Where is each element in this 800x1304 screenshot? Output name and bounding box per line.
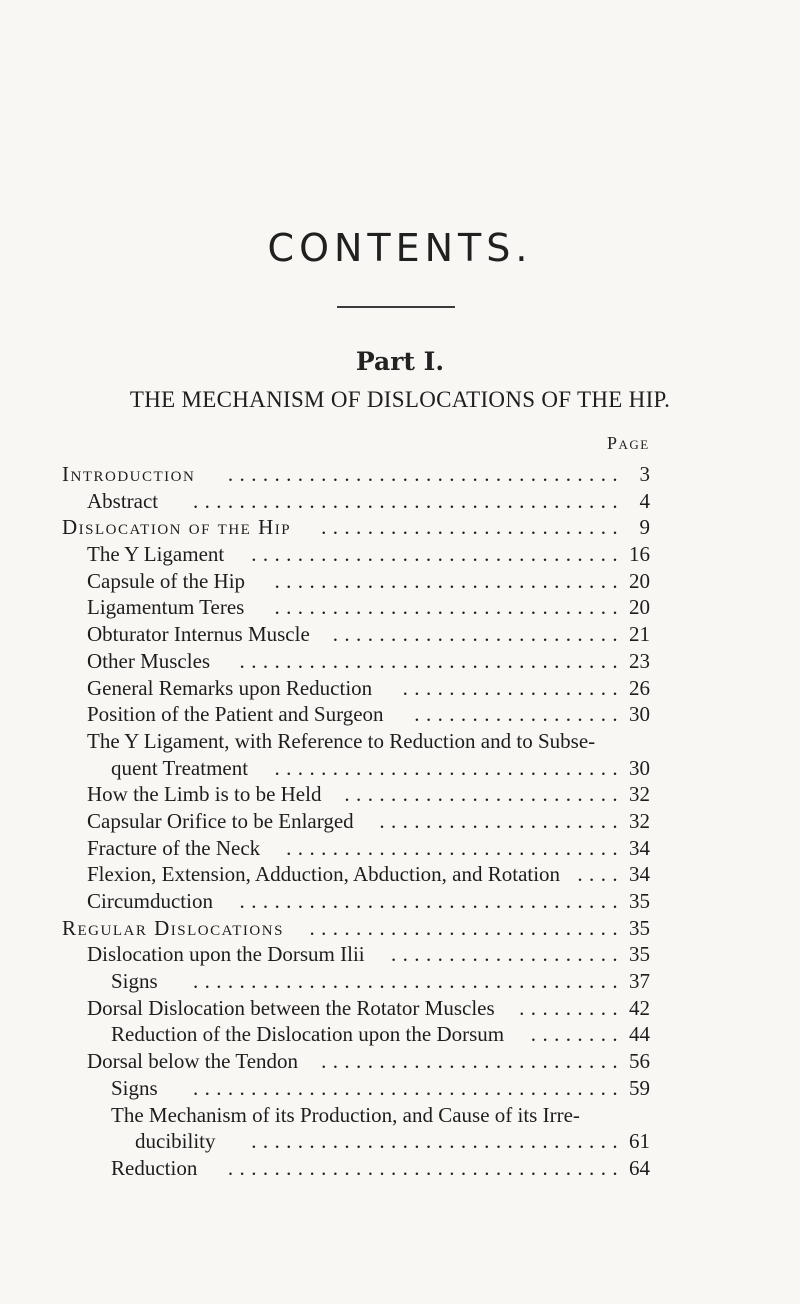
toc-entry-page: 20 xyxy=(629,568,650,593)
toc-entry xyxy=(62,995,650,1022)
toc-entry-page: 59 xyxy=(629,1075,650,1100)
toc-entry-title: Obturator Internus Muscle xyxy=(87,622,310,647)
toc-entry xyxy=(62,781,650,808)
leader-dots: ..................... xyxy=(379,808,624,833)
toc-entry-title: Other Muscles xyxy=(87,648,211,673)
toc-entry-title: Dislocation of the Hip xyxy=(62,515,292,540)
toc-entry-page: 32 xyxy=(629,782,650,807)
toc-entry xyxy=(62,888,650,915)
toc-entry-page: 20 xyxy=(629,595,650,620)
leader-dots: .................... xyxy=(391,942,624,967)
toc-entry-title: General Remarks upon Reduction xyxy=(87,675,373,700)
leader-dots: ........................... xyxy=(309,915,624,940)
toc-entry-title: Ligamentum Teres xyxy=(87,595,245,620)
toc-entry xyxy=(62,1075,650,1102)
toc-entry-title: quent Treatment xyxy=(111,755,249,780)
page-column-label: Page xyxy=(607,433,650,453)
leader-dots: .............................. xyxy=(274,568,624,593)
toc-entry-page: 42 xyxy=(629,995,650,1020)
toc-entry-title: Reduction of the Dislocation upon the Dorsum xyxy=(111,1022,505,1047)
leader-dots: .......................... xyxy=(321,1049,624,1074)
toc-entry-title: The Y Ligament xyxy=(87,542,225,567)
toc-entry-page: 64 xyxy=(629,1155,650,1180)
toc-entry-title: Dorsal Dislocation between the Rotator Muscles xyxy=(87,995,495,1020)
toc-entry-title: Signs xyxy=(111,969,158,994)
leader-dots: ......... xyxy=(519,995,624,1020)
toc-entry-page: 35 xyxy=(629,889,650,913)
toc-entry-page: 30 xyxy=(629,702,650,727)
toc-entry-page: 23 xyxy=(629,648,650,673)
toc-entry xyxy=(62,701,650,728)
part-heading: Part I. xyxy=(355,347,445,376)
toc-entry xyxy=(62,728,650,755)
toc-entry-title: Dislocation upon the Dorsum Ilii xyxy=(87,942,365,967)
toc-entry-page: 56 xyxy=(629,1049,650,1074)
toc-entry-page: 61 xyxy=(629,1129,650,1154)
toc-entry xyxy=(62,621,650,648)
toc-entry-title: How the Limb is to be Held xyxy=(87,782,322,807)
toc-entry-title: Position of the Patient and Surgeon xyxy=(87,702,384,727)
toc-entry-title: Capsular Orifice to be Enlarged xyxy=(87,808,354,833)
toc-entry xyxy=(62,541,650,568)
toc-entry-title: Capsule of the Hip xyxy=(87,568,246,593)
leader-dots: ......................... xyxy=(332,622,624,647)
toc-entry xyxy=(62,861,650,888)
leader-dots: ..................................... xyxy=(192,1075,624,1100)
leader-dots: .... xyxy=(577,862,624,887)
toc-entry-title: ducibility xyxy=(135,1129,216,1154)
toc-entry-page: 9 xyxy=(639,515,650,540)
leader-dots: .............................. xyxy=(274,595,624,620)
toc-entry-page: 16 xyxy=(629,542,650,567)
page-title: CONTENTS. xyxy=(267,226,533,270)
leader-dots: .......................... xyxy=(321,515,624,540)
leader-dots: .................................. xyxy=(227,462,624,486)
toc-entry-title: Fracture of the Neck xyxy=(87,835,261,860)
toc-entry-title: Flexion, Extension, Adduction, Abduction, and Rotation xyxy=(87,862,561,887)
toc-entry xyxy=(62,835,650,862)
toc-entry xyxy=(62,594,650,621)
leader-dots: .............................. xyxy=(274,755,624,780)
toc-entry xyxy=(62,648,650,675)
toc-entry xyxy=(62,514,650,541)
title-divider xyxy=(337,306,455,308)
toc-entry-page: 30 xyxy=(629,755,650,780)
leader-dots: ................................ xyxy=(251,1129,624,1154)
toc-entry xyxy=(62,808,650,835)
toc-entry-title: Introduction xyxy=(62,462,196,486)
toc-entry xyxy=(62,461,650,488)
toc-entry xyxy=(62,1021,650,1048)
leader-dots: ..................................... xyxy=(192,969,624,994)
leader-dots: ........................ xyxy=(344,782,624,807)
leader-dots: .................. xyxy=(414,702,624,727)
toc-entry-page: 35 xyxy=(629,942,650,967)
toc-entry xyxy=(62,675,650,702)
leader-dots: .................................. xyxy=(227,1155,624,1180)
section-title: THE MECHANISM OF DISLOCATIONS OF THE HIP. xyxy=(129,387,671,412)
toc-entry-title: The Y Ligament, with Reference to Reduction and to Subse- xyxy=(87,728,596,753)
toc-entry-title: Reduction xyxy=(111,1155,198,1180)
leader-dots: ................................. xyxy=(239,889,624,913)
leader-dots: ................................. xyxy=(239,648,624,673)
leader-dots: ................................ xyxy=(251,542,624,567)
toc-entry xyxy=(62,1128,650,1155)
toc-entry xyxy=(62,941,650,968)
toc-entry-page: 35 xyxy=(629,915,650,940)
toc-entry xyxy=(62,968,650,995)
toc-entry-page: 26 xyxy=(629,675,650,700)
toc-entry-title: Signs xyxy=(111,1075,158,1100)
toc-entry xyxy=(62,1048,650,1075)
toc-entry-page: 34 xyxy=(629,835,650,860)
toc-entry xyxy=(62,1155,650,1182)
leader-dots: ........ xyxy=(530,1022,624,1047)
toc-entry-page: 34 xyxy=(629,862,650,887)
table-of-contents xyxy=(62,461,650,1182)
leader-dots: ................... xyxy=(402,675,624,700)
leader-dots: ..................................... xyxy=(192,488,624,513)
toc-entry-page: 32 xyxy=(629,808,650,833)
toc-entry-title: Circumduction xyxy=(87,889,213,913)
leader-dots: ............................. xyxy=(286,835,624,860)
toc-entry xyxy=(62,915,650,942)
toc-entry xyxy=(62,1102,650,1129)
toc-entry xyxy=(62,488,650,515)
toc-entry-page: 37 xyxy=(629,969,650,994)
toc-entry-title: Abstract xyxy=(87,488,159,513)
toc-entry-title: Regular Dislocations xyxy=(62,915,284,940)
toc-entry-page: 21 xyxy=(629,622,650,647)
toc-entry xyxy=(62,568,650,595)
toc-entry-title: Dorsal below the Tendon xyxy=(87,1049,299,1074)
toc-entry-page: 44 xyxy=(629,1022,650,1047)
toc-entry-page: 4 xyxy=(639,488,650,513)
toc-entry xyxy=(62,755,650,782)
toc-entry-page: 3 xyxy=(639,462,650,486)
toc-entry-title: The Mechanism of its Production, and Cause of its Irre- xyxy=(111,1102,580,1127)
